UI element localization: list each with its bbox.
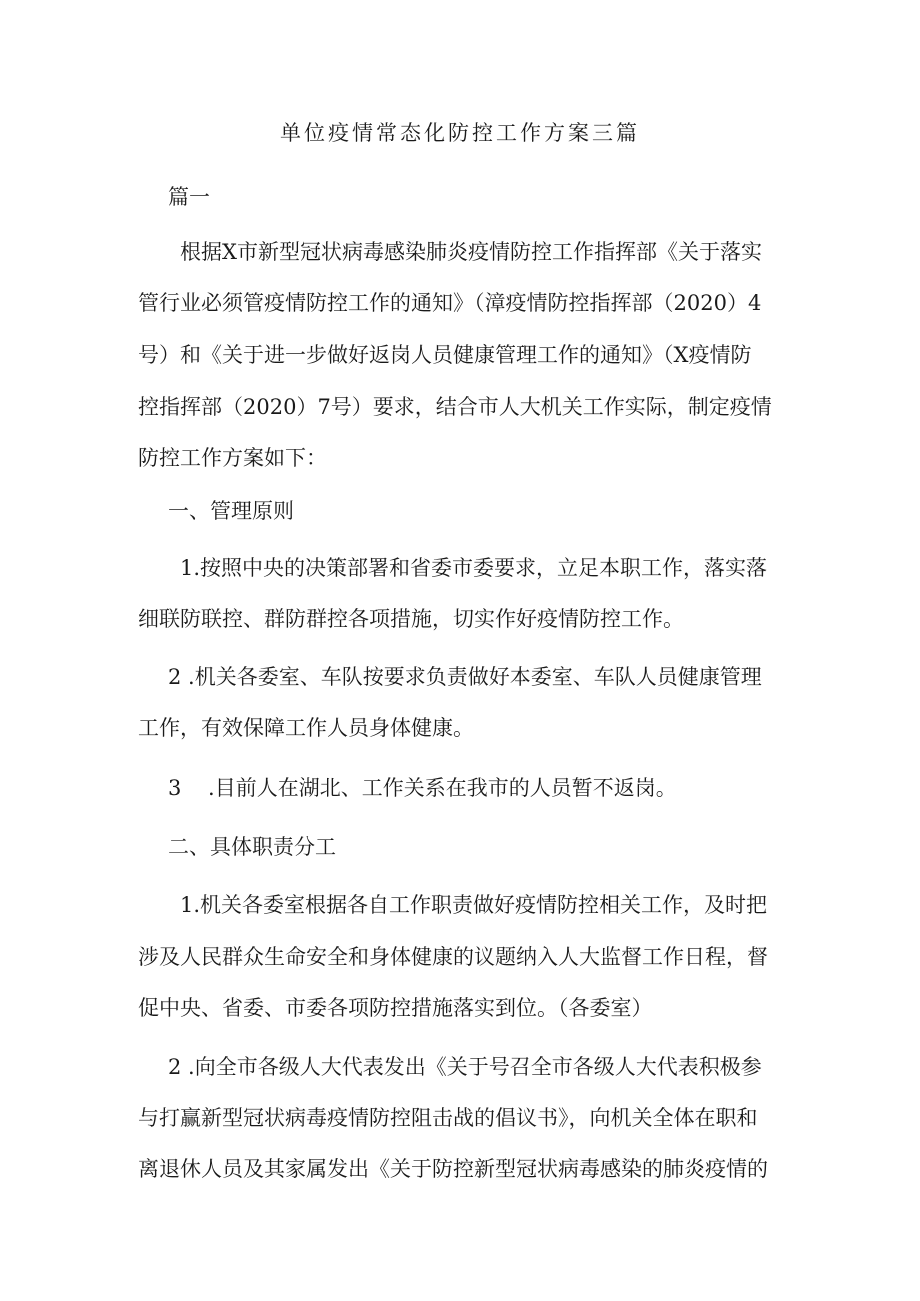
principle-3: 3 .目前人在湖北、工作关系在我市的人员暂不返岗。 [168, 776, 677, 800]
section-label: 篇一 [168, 185, 210, 209]
duty-1-line-1: 1.机关各委室根据各自工作职责做好疫情防控相关工作，及时把 [180, 893, 768, 917]
heading-management-principles: 一、管理原则 [168, 499, 294, 523]
duty-1-line-3: 促中央、省委、市委各项防控措施落实到位。（各委室） [138, 996, 653, 1020]
principle-1-line-2: 细联防联控、群防群控各项措施，切实作好疫情防控工作。 [138, 607, 684, 631]
duty-2-line-2: 与打赢新型冠状病毒疫情防控阻击战的倡议书》，向机关全体在职和 [138, 1106, 758, 1130]
principle-2-line-1: 2 .机关各委室、车队按要求负责做好本委室、车队人员健康管理 [168, 665, 762, 689]
duty-2-line-3: 离退休人员及其家属发出《关于防控新型冠状病毒感染的肺炎疫情的 [138, 1157, 768, 1181]
intro-line-3: 号）和《关于进一步做好返岗人员健康管理工作的通知》（X疫情防 [138, 343, 752, 367]
intro-line-1: 根据X市新型冠状病毒感染肺炎疫情防控工作指挥部《关于落实 [180, 240, 762, 264]
principle-2-line-2: 工作，有效保障工作人员身体健康。 [138, 716, 474, 740]
heading-duty-division: 二、具体职责分工 [168, 835, 336, 859]
intro-line-5: 防控工作方案如下： [138, 446, 327, 470]
principle-1-line-1: 1.按照中央的决策部署和省委市委要求，立足本职工作，落实落 [180, 556, 768, 580]
duty-1-line-2: 涉及人民群众生命安全和身体健康的议题纳入人大监督工作日程，督 [138, 945, 768, 969]
intro-line-2: 管行业必须管疫情防控工作的通知》（漳疫情防控指挥部（2020）4 [138, 291, 762, 315]
document-title: 单位疫情常态化防控工作方案三篇 [280, 121, 640, 145]
intro-line-4: 控指挥部（2020）7号）要求，结合市人大机关工作实际，制定疫情 [138, 395, 772, 419]
duty-2-line-1: 2 .向全市各级人大代表发出《关于号召全市各级人大代表积极参 [168, 1055, 762, 1079]
